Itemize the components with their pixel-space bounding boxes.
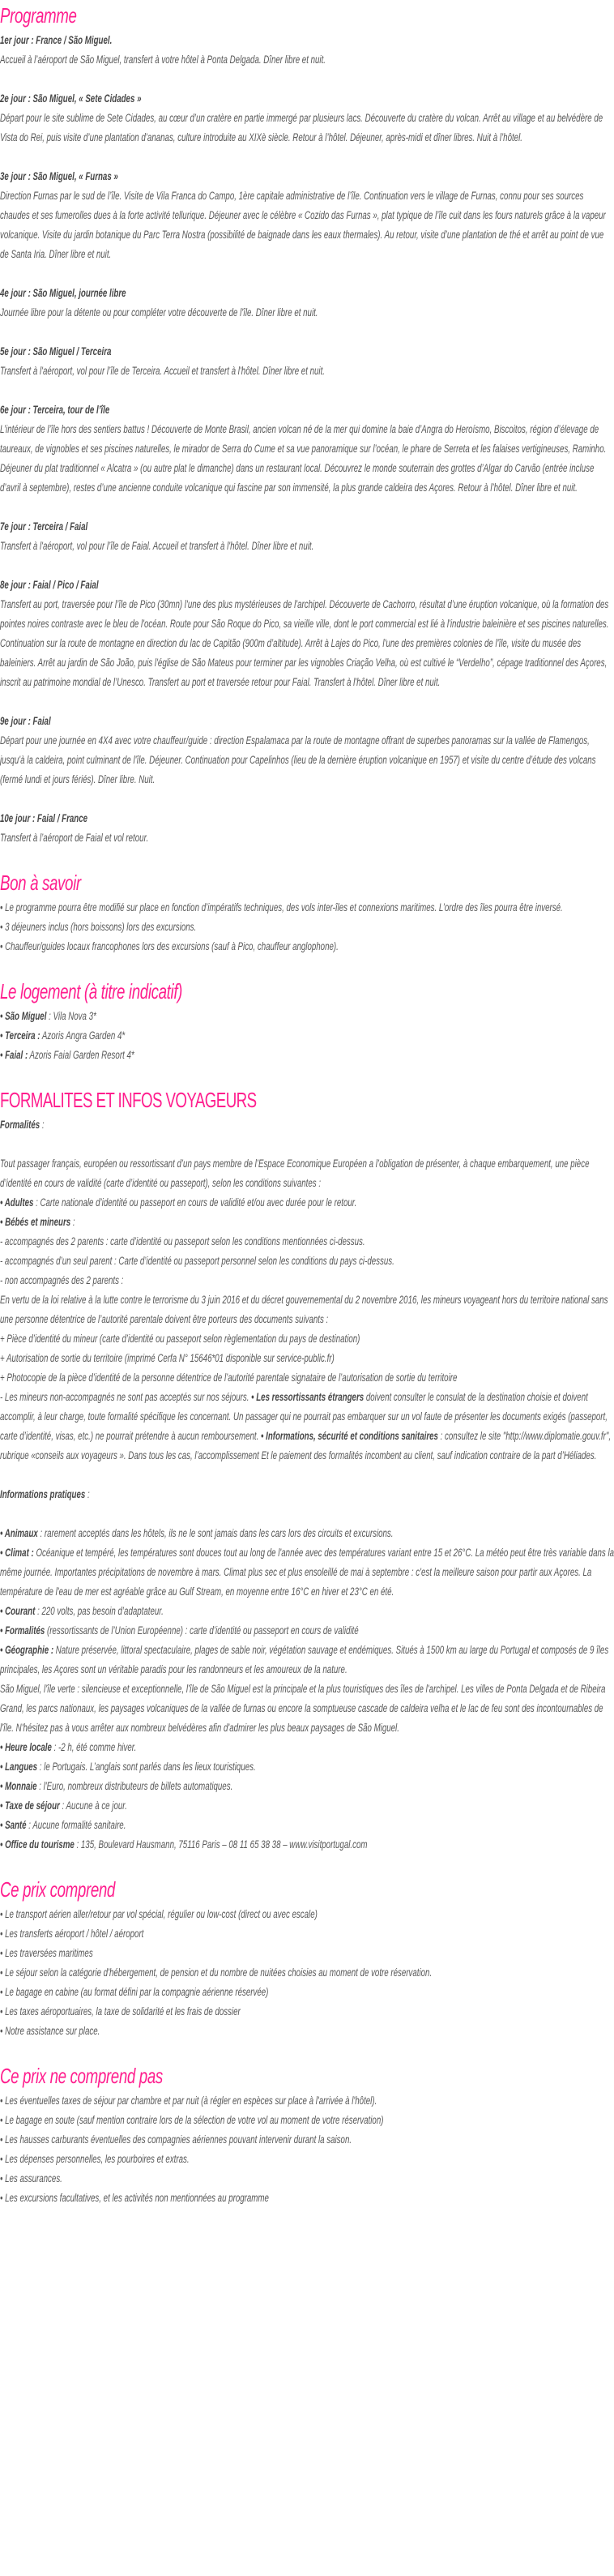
bon-a-savoir-content <box>0 898 614 956</box>
text-segment: • Le programme pourra être modifié sur place en fonction d’impératifs techniques, des vols inter-îles et connexions maritimes. L’ordre des îles pourra être inversé. <box>0 901 563 914</box>
text-line <box>0 167 614 186</box>
bold-label: • Formalités <box>0 1624 45 1637</box>
text-line <box>0 1046 614 1065</box>
text-segment: Départ pour une journée en 4X4 avec votre chauffeur/guide : direction Espalamaca par la route de montagne offrant de superbes panoramas sur la vallée de Flamengos, jusqu'à la caldeira, point culminant de l'île. Déjeuner. Continuation pour Capelinhos (lieu de la dernière éruption volcanique en 1957) et visite du centre d’étude des volcans (fermé lundi et jours fériés). Dîner libre. Nuit. <box>0 734 596 785</box>
text-segment: • Les taxes aéroportuaires, la taxe de solidarité et les frais de dossier <box>0 2005 241 2018</box>
text-line <box>0 342 614 362</box>
text-line <box>0 1924 614 1944</box>
text-line <box>0 1349 614 1368</box>
bold-label: • Office du tourisme <box>0 1838 75 1851</box>
text-block <box>0 342 614 381</box>
text-segment: + Photocopie de la pièce d’identité de la personne détentrice de l’autorité parentale signataire de l’autorisation de sortie du territoire <box>0 1371 458 1384</box>
bold-label: Formalités <box>0 1119 41 1131</box>
bold-label: 6e jour : Terceira, tour de l’île <box>0 404 110 416</box>
text-segment: Journée libre pour la détente ou pour compléter votre découverte de l'île. Dîner libre et nuit. <box>0 306 318 319</box>
text-block <box>0 1115 614 1135</box>
bold-label: • Les ressortissants étrangers <box>251 1391 365 1403</box>
formalites-heading: FORMALITES ET INFOS VOYAGEURS <box>0 1088 257 1112</box>
text-segment: : l'Euro, nombreux distributeurs de billets automatiques. <box>36 1780 233 1792</box>
text-segment: : consultez le site "http://www.diplomatie.gouv.fr", rubrique «conseils aux voyageurs ». Dans tous les cas, l’accomplissement Et le paiement des formalités incombent au client, sauf indication contraire de la part d’Héliades. <box>0 1430 612 1461</box>
text-block <box>0 576 614 692</box>
text-block <box>0 1905 614 2041</box>
text-block <box>0 1524 614 1855</box>
text-segment: Azoris Faial Garden Resort 4* <box>28 1049 134 1061</box>
text-segment: Transfert à l'aéroport, vol pour l’île de Terceira. Accueil et transfert à l'hôtel. Dîner libre et nuit. <box>0 365 325 377</box>
bold-label: • Heure locale <box>0 1741 52 1753</box>
bold-label: • Monnaie <box>0 1780 37 1792</box>
text-block <box>0 517 614 556</box>
text-line <box>0 576 614 595</box>
text-segment: • Les traversées maritimes <box>0 1947 93 1959</box>
text-line <box>0 1232 614 1252</box>
text-segment: Azoris Angra Garden 4* <box>40 1029 126 1042</box>
text-segment: - non accompagnés des 2 parents : <box>0 1274 124 1286</box>
bold-label: 3e jour : São Miguel, « Furnas » <box>0 170 118 182</box>
text-line <box>0 400 614 420</box>
text-line <box>0 89 614 109</box>
text-segment: • Le bagage en soute (sauf mention contraire lors de la sélection de votre vol au moment de votre réservation) <box>0 2114 384 2126</box>
text-line <box>0 1777 614 1796</box>
text-segment: : le Portugais. L’anglais sont parlés dans les lieux touristiques. <box>37 1761 256 1773</box>
text-line <box>0 1602 614 1621</box>
bold-label: • Adultes <box>0 1196 34 1209</box>
bold-label: 10e jour : Faial / France <box>0 812 88 824</box>
text-line <box>0 1963 614 1983</box>
text-segment: • Les dépenses personnelles, les pourboires et extras. <box>0 2153 190 2165</box>
text-segment: : -2 h, été comme hiver. <box>51 1741 137 1753</box>
text-segment: : Vila Nova 3* <box>46 1010 96 1022</box>
text-segment: doivent consulter le consulat de la destination choisie et doivent accomplir, à leur charge, toute formalité spécifique les concernant. Un passager qui ne pourrait pas embarquer sur un vol faute de présenter les documents exigés (passeport, carte d’identité, visas, etc.) ne pourrait prétendre à aucun remboursement. <box>0 1391 608 1442</box>
text-line <box>0 31 614 50</box>
text-block <box>0 898 614 956</box>
text-segment: : Aucune à ce jour. <box>59 1799 127 1812</box>
text-line <box>0 937 614 956</box>
prix-comprend-heading: Ce prix comprend <box>0 1877 115 1902</box>
text-line <box>0 1154 614 1193</box>
bold-label: 4e jour : São Miguel, journée libre <box>0 287 126 299</box>
logement-heading: Le logement (à titre indicatif) <box>0 979 183 1003</box>
bold-label: 7e jour : Terceira / Faial <box>0 520 88 533</box>
text-line <box>0 303 614 323</box>
text-line <box>0 1796 614 1816</box>
text-segment: - Les mineurs non-accompagnés ne sont pas acceptés sur nos séjours. <box>0 1391 252 1403</box>
text-line <box>0 918 614 937</box>
text-segment: + Autorisation de sortie du territoire (imprimé Cerfa N° 15646*01 disponible sur service-public.fr) <box>0 1352 335 1364</box>
text-segment: Direction Furnas par le sud de l’île. Visite de Vila Franca do Campo, 1ère capitale administrative de l’île. Continuation vers le village de Furnas, connu pour ses sources chaudes et ses fumerolles dues à la forte activité tellurique. Déjeuner avec le célèbre « Cozido das Furnas », plat typique de l’île cuit dans les fours naturels grâce à la vapeur volcanique. Visite du jardin botanique du Parc Terra Nostra (possibilité de baignade dans les eaux thermales). Au retour, visite d’une plantation de thé et arrêt au point de vue de Santa Iria. Dîner libre et nuit. <box>0 190 606 260</box>
text-segment: : 135, Boulevard Hausmann, 75116 Paris – 08 11 65 38 38 – www.visitportugal.com <box>74 1838 368 1851</box>
text-line <box>0 828 614 848</box>
bold-label: • Géographie : <box>0 1644 54 1656</box>
bold-label: • Taxe de séjour <box>0 1799 60 1812</box>
text-segment: - accompagnés des 2 parents : carte d’identité ou passeport selon les conditions mentionnées ci-dessus. <box>0 1235 365 1247</box>
text-line <box>0 537 614 556</box>
bold-label: 9e jour : Faial <box>0 715 51 727</box>
text-segment: + Pièce d’identité du mineur (carte d’identité ou passeport selon règlementation du pays de destination) <box>0 1333 360 1345</box>
text-segment: (ressortissants de l’Union Européenne) : carte d’identité ou passeport en cours de validité <box>45 1624 359 1637</box>
formalites-content <box>0 1115 614 1855</box>
text-line <box>0 2130 614 2150</box>
text-line <box>0 2150 614 2169</box>
text-line <box>0 595 614 692</box>
bon-a-savoir-section <box>0 867 614 956</box>
text-segment: : rarement acceptés dans les hôtels, ils ne le sont jamais dans les cars lors des circuits et excursions. <box>37 1527 394 1539</box>
text-segment: : <box>40 1119 45 1131</box>
logement-section <box>0 976 614 1065</box>
text-line <box>0 1905 614 1924</box>
bold-label: • Santé <box>0 1819 27 1831</box>
text-segment: Accueil à l’aéroport de São Miguel, transfert à votre hôtel à Ponta Delgada. Dîner libre et nuit. <box>0 53 326 66</box>
text-line <box>0 1290 614 1329</box>
text-segment: - accompagnés d’un seul parent : Carte d’identité ou passeport personnel selon les conditions du pays ci-dessus. <box>0 1255 394 1267</box>
text-segment: • Le bagage en cabine (au format défini par la compagnie aérienne réservée) <box>0 1986 269 1998</box>
text-line <box>0 2189 614 2208</box>
text-segment: : 220 volts, pas besoin d’adaptateur. <box>35 1605 164 1617</box>
text-line <box>0 898 614 918</box>
text-segment: L’intérieur de l’île hors des sentiers battus ! Découverte de Monte Brasil, ancien volcan né de la mer qui domine la baie d’Angra do Heroísmo, Biscoitos, région d’élevage de taureaux, de vignobles et ses piscines naturelles, le mirador de Serra do Cume et sa vue panoramique sur l’océan, le phare de Serreta et les falaises vertigineuses, Raminho. Déjeuner du plat traditionnel « Alcatra » (ou autre plat le dimanche) dans un restaurant local. Découvrez le monde souterrain des grottes d’Algar do Carvão (entrée incluse d’avril à septembre), restes d’une ancienne conduite volcanique qui fascine par son immensité, la plus grande caldeira des Açores. Retour à l’hôtel. Dîner libre et nuit. <box>0 423 607 494</box>
text-segment: • Le transport aérien aller/retour par vol spécial, régulier ou low-cost (direct ou avec escale) <box>0 1908 318 1920</box>
bold-label: 1er jour : France / São Miguel. <box>0 34 113 46</box>
text-line <box>0 1213 614 1232</box>
text-block <box>0 809 614 848</box>
bold-label: • Courant <box>0 1605 36 1617</box>
text-line <box>0 2111 614 2130</box>
text-line <box>0 1680 614 1738</box>
text-line <box>0 1983 614 2002</box>
bold-label: 8e jour : Faial / Pico / Faial <box>0 579 99 591</box>
text-line <box>0 1388 614 1466</box>
text-line <box>0 1368 614 1388</box>
bold-label: • Climat : <box>0 1547 34 1559</box>
text-segment: Transfert à l'aéroport, vol pour l’île de Faial. Accueil et transfert à l'hôtel. Dîner libre et nuit. <box>0 540 314 552</box>
bold-label: 2e jour : São Miguel, « Sete Cidades » <box>0 92 142 105</box>
text-segment: • Chauffeur/guides locaux francophones lors des excursions (sauf à Pico, chauffeur anglophone). <box>0 940 339 952</box>
logement-content <box>0 1007 614 1065</box>
text-line <box>0 1524 614 1543</box>
text-line <box>0 109 614 148</box>
prix-comprend-section <box>0 1874 614 2041</box>
text-line <box>0 1193 614 1213</box>
text-line <box>0 1757 614 1777</box>
text-block <box>0 167 614 264</box>
text-block <box>0 1485 614 1504</box>
text-segment: Tout passager français, européen ou ressortissant d’un pays membre de l’Espace Economique Européen a l’obligation de présenter, à chaque embarquement, une pièce d’identité en cours de validité (carte d’identité ou passeport), selon les conditions suivantes : <box>0 1157 590 1189</box>
bold-label: • Terceira : <box>0 1029 41 1042</box>
text-line <box>0 1026 614 1046</box>
text-line <box>0 2169 614 2189</box>
text-segment: Transfert à l’aéroport de Faial et vol retour. <box>0 832 149 844</box>
text-segment: : Aucune formalité sanitaire. <box>26 1819 126 1831</box>
bold-label: • São Miguel <box>0 1010 47 1022</box>
bon-a-savoir-heading: Bon à savoir <box>0 871 81 895</box>
text-block <box>0 400 614 498</box>
programme-heading: Programme <box>0 3 77 28</box>
text-line <box>0 1738 614 1757</box>
text-line <box>0 1944 614 1963</box>
text-line <box>0 1543 614 1602</box>
text-line <box>0 809 614 828</box>
text-block <box>0 712 614 789</box>
bold-label: • Animaux <box>0 1527 38 1539</box>
text-segment: : Carte nationale d’identité ou passeport en cours de validité et/ou avec durée pour le retour. <box>33 1196 357 1209</box>
text-line <box>0 284 614 303</box>
prix-ne-comprend-pas-heading: Ce prix ne comprend pas <box>0 2064 163 2088</box>
text-segment: : <box>85 1488 90 1500</box>
prix-comprend-content <box>0 1905 614 2041</box>
text-line <box>0 1816 614 1835</box>
bold-label: • Langues <box>0 1761 38 1773</box>
text-segment: • Notre assistance sur place. <box>0 2025 100 2037</box>
text-segment: • Les excursions facultatives, et les activités non mentionnées au programme <box>0 2192 269 2204</box>
text-segment: Nature préservée, littoral spectaculaire, plages de sable noir, végétation sauvage et endémiques. Situés à 1500 km au large du Portugal et composés de 9 îles principales, les Açores sont un véritable paradis pour les randonneurs et les amoureux de la nature. <box>0 1644 609 1675</box>
formalites-section <box>0 1085 614 1855</box>
text-line <box>0 1485 614 1504</box>
text-segment: Océanique et tempéré, les températures sont douces tout au long de l'année avec des températures variant entre 15 et 26°C. La météo peut être très variable dans la même journée. Importantes précipitations de novembre à mars. Climat plus sec et plus ensoleillé de mai à septembre : c'est la meilleure saison pour partir aux Açores. La température de l'eau de mer est agréable grâce au Gulf Stream, en moyenne entre 16°C en hiver et 23°C en été. <box>0 1547 614 1598</box>
text-line <box>0 2022 614 2041</box>
text-block <box>0 284 614 323</box>
text-segment: São Miguel, l'île verte : silencieuse et exceptionnelle, l'île de São Miguel est la principale et la plus touristiques des îles de l'archipel. Les villes de Ponta Delgada et de Ribeira Grand, les parcs nationaux, les paysages volcaniques de la vallée de furnas ou encore la somptueuse cascade de caldeira velha et le lac de feu sont des incontournables de l'île. N'hésitez pas à vous arrêter aux nombreux belvédères afin d'admirer les plus beaux paysages de São Miguel. <box>0 1683 606 1734</box>
prix-ne-comprend-pas-section <box>0 2060 614 2208</box>
text-segment: • Les hausses carburants éventuelles des compagnies aériennes pouvant intervenir durant la saison. <box>0 2133 352 2146</box>
text-line <box>0 50 614 70</box>
text-line <box>0 1329 614 1349</box>
text-line <box>0 712 614 731</box>
text-line <box>0 1252 614 1271</box>
text-segment: : <box>70 1216 75 1228</box>
text-block <box>0 2091 614 2208</box>
bold-label: • Bébés et mineurs <box>0 1216 71 1228</box>
text-segment: Départ pour le site sublime de Sete Cidades, au cœur d’un cratère en partie immergé par plusieurs lacs. Découverte du cratère du volcan. Arrêt au village et au belvédère de Vista do Rei, puis visite d’une plantation d’ananas, culture introduite au XIXè siècle. Retour à l’hôtel. Déjeuner, après-midi et dîner libres. Nuit à l’hôtel. <box>0 112 603 143</box>
text-line <box>0 1641 614 1680</box>
text-line <box>0 2091 614 2111</box>
text-segment: • Les assurances. <box>0 2172 62 2184</box>
text-block <box>0 1007 614 1065</box>
text-line <box>0 1115 614 1135</box>
bold-label: • Faial : <box>0 1049 28 1061</box>
text-line <box>0 517 614 537</box>
text-line <box>0 1007 614 1026</box>
prix-ne-comprend-pas-content <box>0 2091 614 2208</box>
text-block <box>0 31 614 70</box>
text-segment: • 3 déjeuners inclus (hors boissons) lors des excursions. <box>0 921 197 933</box>
text-block <box>0 1154 614 1466</box>
text-line <box>0 1835 614 1855</box>
text-line <box>0 186 614 264</box>
text-segment: En vertu de la loi relative à la lutte contre le terrorisme du 3 juin 2016 et du décret gouvernemental du 2 novembre 2016, les mineurs voyageant hors du territoire national sans une personne détentrice de l’autorité parentale doivent être porteurs des documents suivants : <box>0 1294 608 1325</box>
text-line <box>0 2002 614 2022</box>
text-block <box>0 89 614 148</box>
bold-label: Informations pratiques <box>0 1488 86 1500</box>
text-segment: • Le séjour selon la catégorie d'hébergement, de pension et du nombre de nuitées choisies au moment de votre réservation. <box>0 1966 433 1979</box>
text-segment: • Les transferts aéroport / hôtel / aéroport <box>0 1928 144 1940</box>
text-line <box>0 420 614 498</box>
text-segment: Transfert au port, traversée pour l’île de Pico (30mn) l'une des plus mystérieuses de l'archipel. Découverte de Cachorro, résultat d’une éruption volcanique, où la formation des pointes noires contraste avec le bleu de l'océan. Route pour São Roque do Pico, sa vieille ville, dont le port commercial est lié à l'industrie baleinière et ses piscines naturelles. Continuation sur la route de montagne en direction du lac de Capitão (900m d’altitude). Arrêt à Lajes do Pico, l'une des premières colonies de l'île, visite du musée des baleiniers. Arrêt au jardin de São João, puis l'église de São Mateus pour terminer par les vignobles Criação Velha, où est cultivé le “Verdelho”, cépage traditionnel des Açores, inscrit au patrimoine mondial de l’Unesco. Transfert au port et traversée retour pour Faial. Transfert à l'hôtel. Dîner libre et nuit. <box>0 598 609 688</box>
text-segment: • Les éventuelles taxes de séjour par chambre et par nuit (à régler en espèces sur place à l'arrivée à l'hôtel). <box>0 2095 377 2107</box>
text-line <box>0 1271 614 1290</box>
programme-content <box>0 31 614 848</box>
bold-label: • Informations, sécurité et conditions sanitaires <box>261 1430 438 1442</box>
text-line <box>0 731 614 789</box>
text-line <box>0 1621 614 1641</box>
programme-section <box>0 0 614 848</box>
text-line <box>0 362 614 381</box>
bold-label: 5e jour : São Miguel / Terceira <box>0 345 112 357</box>
